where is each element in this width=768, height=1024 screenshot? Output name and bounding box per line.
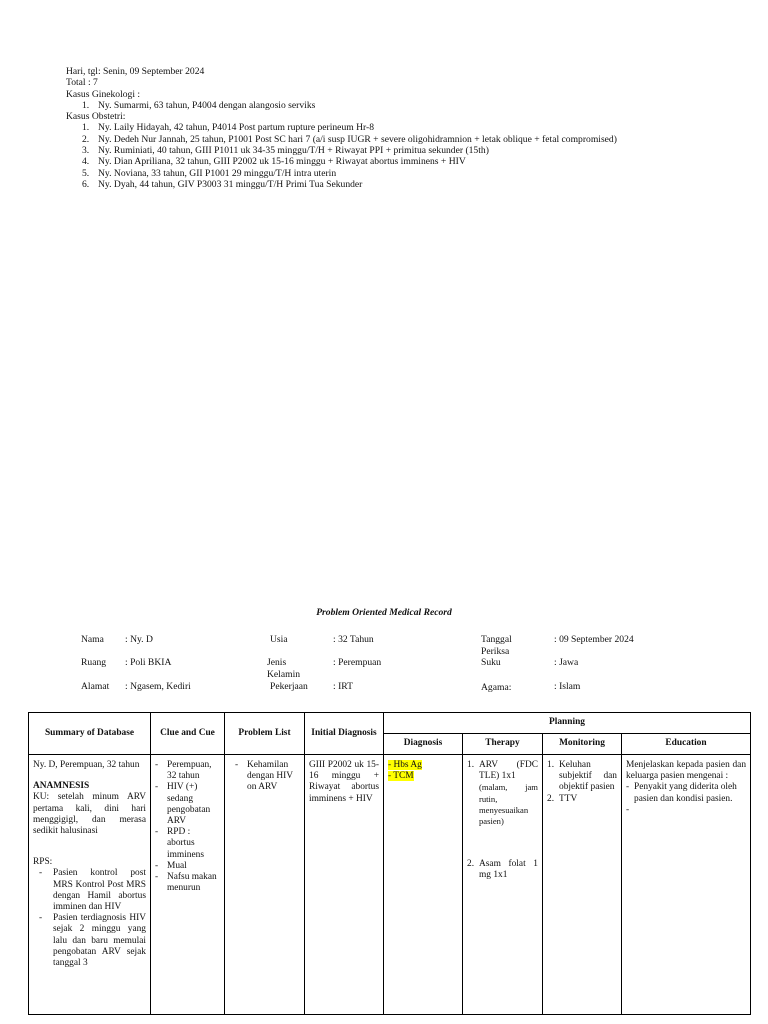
list-item: - Pasien kontrol post MRS Kontrol Post MRS dengan Hamil abortus imminen dan HIV [39, 868, 146, 913]
problem-list [229, 760, 300, 794]
problem-cell [225, 755, 305, 1015]
obs-case-item: 4. Ny. Dian Apriliana, 32 tahun, GIII P2002 uk 15-16 minggu + Riwayat abortus imminens + HIV [82, 156, 466, 168]
kelamin-label: Kelamin [267, 669, 301, 680]
usia-label: Usia [270, 634, 288, 645]
keluhan-utama: KU: setelah minum ARV pertama kali, dini hari menggigigl, dan merasa sedikit halusinasi [33, 792, 146, 837]
header-education: Education [622, 734, 751, 755]
jenis-kelamin-value: : Perempuan [333, 657, 382, 668]
initial-diagnosis-cell: GIII P2002 uk 15-16 minggu + Riwayat abortus imminens + HIV [305, 755, 384, 1015]
total-cases: Total : 7 [66, 77, 98, 89]
monitoring-list [547, 760, 617, 805]
diagnosis-item: - TCM [388, 771, 414, 782]
agama-value: : Islam [554, 681, 581, 692]
alamat-label: Alamat [81, 681, 110, 692]
ruang-value: : Poli BKIA [125, 657, 172, 668]
obs-heading: Kasus Obstetri: [66, 111, 126, 123]
gyn-case-item: 1. Ny. Sumarmi, 63 tahun, P4004 dengan alangosio serviks [82, 99, 316, 111]
jenis-label: Jenis [267, 657, 287, 668]
diagnosis-cell [384, 755, 463, 1015]
education-list: - Penyakit yang diderita oleh pasien dan kondisi pasien. - [626, 782, 746, 804]
therapy-cell [463, 755, 543, 1015]
patient-line: Ny. D, Perempuan, 32 tahun [33, 760, 140, 770]
diagnosis-item: - Hbs Ag [388, 760, 422, 770]
list-item: 2. TTV [547, 793, 578, 804]
pekerjaan-value: : IRT [333, 681, 353, 692]
anamnesis-heading: ANAMNESIS [33, 781, 90, 792]
usia-value: : 32 Tahun [333, 634, 374, 645]
list-item: - Mual [155, 860, 187, 871]
obs-case-item: 1. Ny. Laily Hidayah, 42 tahun, P4014 Post partum rupture perineum Hr-8 [82, 122, 375, 134]
suku-value: : Jawa [554, 657, 579, 668]
header-clue: Clue and Cue [151, 713, 225, 755]
nama-label: Nama [81, 634, 104, 645]
alamat-value: : Ngasem, Kediri [125, 681, 191, 692]
list-item: - RPD : abortus imminens [155, 827, 204, 860]
list-item: - Kehamilan dengan HIV on ARV [235, 760, 293, 793]
date-line: Hari, tgl: Senin, 09 September 2024 [66, 66, 205, 77]
header-monitoring: Monitoring [543, 734, 622, 755]
agama-label: Agama: [481, 682, 512, 693]
obs-case-item: 6. Ny. Dyah, 44 tahun, GIV P3003 31 minggu/T/H Primi Tua Sekunder [82, 178, 363, 190]
header-diagnosis: Diagnosis [384, 734, 463, 755]
therapy-list [467, 760, 538, 882]
clue-list [155, 760, 220, 894]
obs-case-item: 5. Ny. Noviana, 33 tahun, GII P1001 29 minggu/T/H intra uterin [82, 167, 337, 179]
gyn-heading: Kasus Ginekologi : [66, 88, 141, 100]
ruang-label: Ruang [81, 657, 107, 668]
database-cell [29, 755, 151, 1015]
list-item: 1. ARV (FDC TLE) 1x1 (malam, jam rutin, menyesuaikan pasien) [467, 760, 538, 827]
header-row-1 [29, 713, 751, 734]
rps-heading: RPS: [33, 857, 53, 868]
obs-case-item: 2. Ny. Dedeh Nur Jannah, 25 tahun, P1001 Post SC hari 7 (a/i susp IUGR + severe oligohidramnion + letak oblique + fetal compromised) [82, 133, 617, 145]
obs-case-item: 3. Ny. Ruminiati, 40 tahun, GIII P1011 uk 34-35 minggu/T/H + Riwayat PPI + primitua sekunder (15th) [82, 145, 489, 157]
list-item: - Nafsu makan menurun [155, 872, 217, 894]
suku-label: Suku [481, 657, 501, 668]
education-intro: Menjelaskan kepada pasien dan keluarga pasien mengenai : [626, 760, 747, 782]
tanggal-value: : 09 September 2024 [554, 634, 634, 645]
rps-list [33, 868, 146, 969]
header-problem: Problem List [225, 713, 305, 755]
gyn-case-list [66, 100, 617, 111]
education-cell [622, 755, 751, 1015]
list-item: 2. Asam folat 1 mg 1x1 [467, 859, 538, 881]
obs-case-list [66, 122, 617, 190]
list-item: - HIV (+) sedang pengobatan ARV [155, 782, 211, 827]
clue-cell [151, 755, 225, 1015]
pekerjaan-label: Pekerjaan [270, 681, 308, 692]
table-row [29, 755, 751, 1015]
list-item: - Penyakit yang diderita oleh pasien dan kondisi pasien. [626, 782, 737, 804]
list-item: - Pasien terdiagnosis HIV sejak 2 minggu yang lalu dan baru memulai pengobatan ARV sejak tanggal 3 [39, 913, 146, 969]
monitoring-cell [543, 755, 622, 1015]
daily-summary [66, 66, 617, 190]
header-initial: Initial Diagnosis [305, 713, 384, 755]
periksa-label: Periksa [481, 646, 510, 657]
header-summary: Summary of Database [29, 713, 151, 755]
tanggal-label: Tanggal [481, 634, 512, 645]
header-planning: Planning [384, 713, 751, 734]
list-item: 1. Keluhan subjektif dan objektif pasien [547, 760, 617, 793]
nama-value: : Ny. D [125, 634, 153, 645]
list-item: - Perempuan, 32 tahun [155, 760, 212, 782]
header-therapy: Therapy [463, 734, 543, 755]
pomr-table [28, 712, 751, 1015]
pomr-title: Problem Oriented Medical Record [316, 607, 452, 618]
